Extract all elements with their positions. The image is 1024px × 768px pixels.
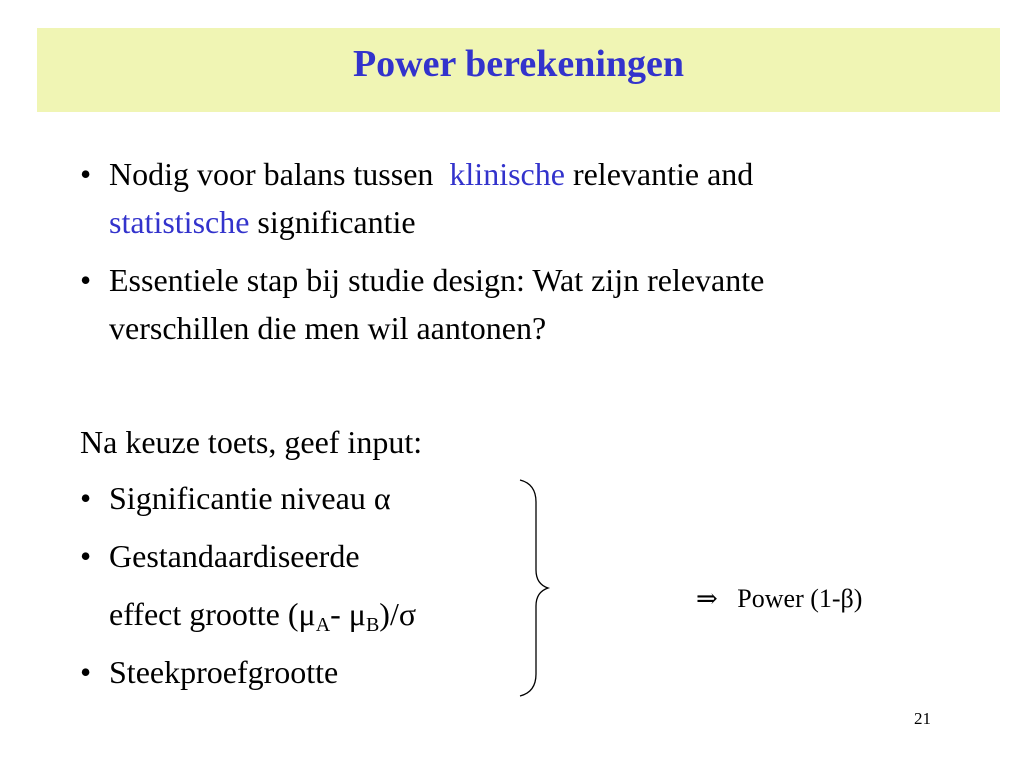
bullet-icon: • — [80, 654, 92, 690]
highlight-klinische: klinische — [449, 156, 565, 192]
text-span: relevantie and — [572, 156, 754, 192]
input-heading: Na keuze toets, geef input: — [80, 424, 423, 460]
bullet-icon: • — [80, 480, 92, 516]
bullet-line: Steekproefgrootte — [109, 654, 339, 690]
power-label: Power (1-β) — [737, 584, 863, 613]
bullet-line — [109, 198, 416, 246]
minus-sign: - — [330, 596, 349, 632]
bullet-icon: • — [80, 262, 92, 298]
mu-symbol: μ — [298, 596, 316, 632]
effect-formula-line — [109, 590, 416, 649]
bullet-line: Essentiele stap bij studie design: Wat zijn relevante — [109, 262, 765, 298]
implies-arrow-icon: ⇒ — [696, 584, 718, 613]
text-span: effect grootte ( — [109, 596, 299, 632]
slide-title: Power berekeningen — [352, 43, 685, 85]
highlight-statistische: statistische — [109, 204, 250, 240]
title-bar — [37, 28, 1000, 112]
subscript-b: B — [365, 614, 380, 636]
slide-number: 21 — [914, 709, 931, 728]
power-result — [696, 584, 862, 614]
mu-symbol: μ — [348, 596, 366, 632]
text-span: Nodig voor balans tussen — [109, 156, 434, 192]
subscript-a: A — [315, 614, 331, 636]
bullet-icon: • — [80, 538, 92, 574]
bullet-line: Significantie niveau α — [109, 480, 391, 516]
bullet-line: verschillen die men wil aantonen? — [109, 310, 547, 346]
text-span: )/σ — [379, 596, 417, 632]
bullet-line — [109, 150, 753, 198]
text-span: significantie — [257, 204, 416, 240]
bullet-line: Gestandaardiseerde — [109, 538, 360, 574]
bullet-icon: • — [80, 156, 92, 192]
curly-brace-icon — [512, 478, 552, 698]
